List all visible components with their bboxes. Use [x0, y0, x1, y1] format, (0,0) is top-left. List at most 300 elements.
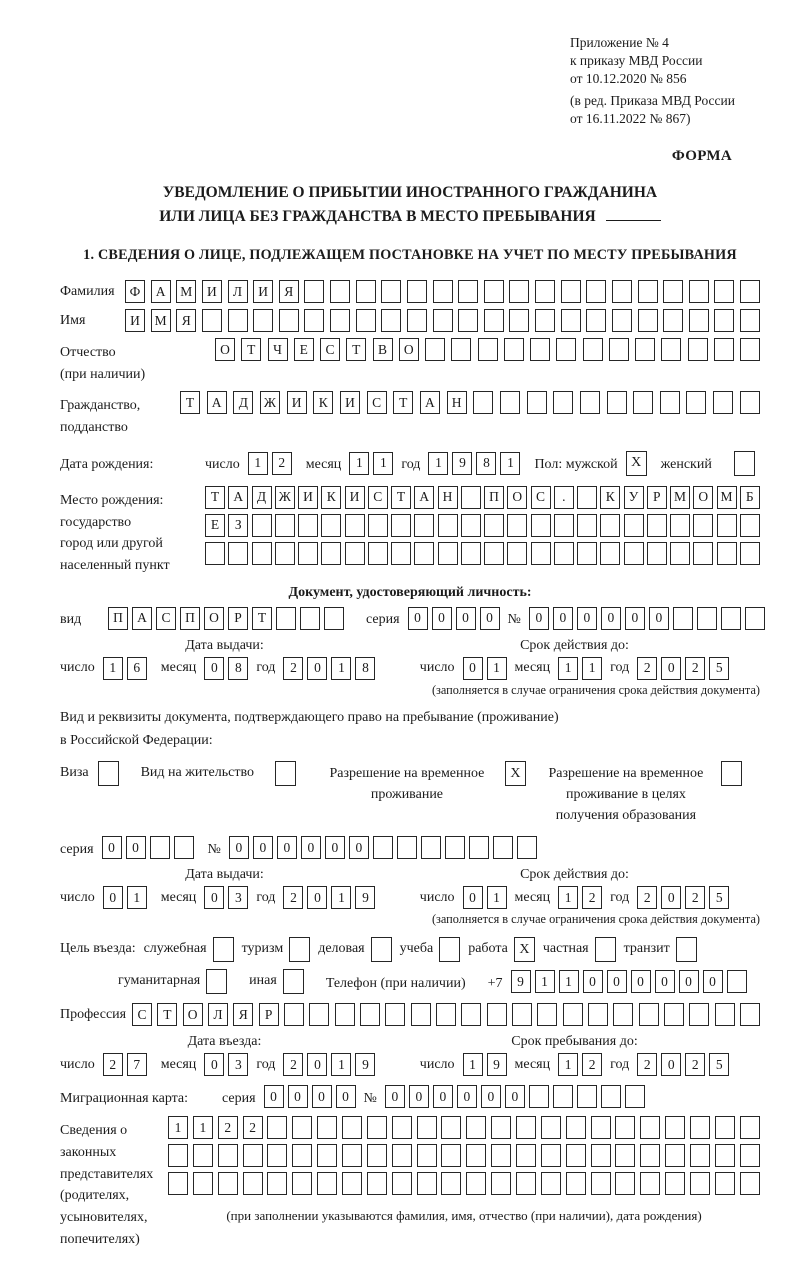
- char-cell[interactable]: 0: [577, 607, 597, 630]
- char-cell[interactable]: 0: [102, 836, 122, 859]
- char-cell[interactable]: 0: [529, 607, 549, 630]
- char-cell[interactable]: [441, 1144, 461, 1167]
- char-cell[interactable]: [690, 1172, 710, 1195]
- char-cell[interactable]: [693, 542, 713, 565]
- char-cell[interactable]: 0: [385, 1085, 405, 1108]
- char-cell[interactable]: Ф: [125, 280, 145, 303]
- char-cell[interactable]: 0: [325, 836, 345, 859]
- char-cell[interactable]: [517, 836, 537, 859]
- char-cell[interactable]: [425, 338, 445, 361]
- char-cell[interactable]: 0: [679, 970, 699, 993]
- char-cell[interactable]: 3: [228, 1053, 248, 1076]
- char-cell[interactable]: [563, 1003, 583, 1026]
- char-cell[interactable]: Ж: [275, 486, 295, 509]
- char-cell[interactable]: А: [228, 486, 248, 509]
- char-cell[interactable]: 0: [204, 657, 224, 680]
- char-cell[interactable]: [321, 514, 341, 537]
- char-cell[interactable]: Л: [208, 1003, 228, 1026]
- char-cell[interactable]: Ж: [260, 391, 280, 414]
- char-cell[interactable]: [438, 542, 458, 565]
- char-cell[interactable]: 0: [631, 970, 651, 993]
- checkbox-business[interactable]: [213, 937, 234, 962]
- char-cell[interactable]: 2: [637, 1053, 657, 1076]
- char-cell[interactable]: [451, 338, 471, 361]
- char-cell[interactable]: [640, 1116, 660, 1139]
- char-cell[interactable]: 1: [558, 886, 578, 909]
- char-cell[interactable]: 0: [625, 607, 645, 630]
- char-cell[interactable]: Т: [391, 486, 411, 509]
- char-cell[interactable]: Д: [252, 486, 272, 509]
- char-cell[interactable]: [484, 514, 504, 537]
- char-cell[interactable]: [304, 309, 324, 332]
- char-cell[interactable]: М: [151, 309, 171, 332]
- char-cell[interactable]: [433, 309, 453, 332]
- char-cell[interactable]: [466, 1144, 486, 1167]
- char-cell[interactable]: Ч: [268, 338, 288, 361]
- char-cell[interactable]: Е: [294, 338, 314, 361]
- char-cell[interactable]: [391, 542, 411, 565]
- char-cell[interactable]: [663, 280, 683, 303]
- char-cell[interactable]: 0: [253, 836, 273, 859]
- char-cell[interactable]: [276, 607, 296, 630]
- char-cell[interactable]: [745, 607, 765, 630]
- char-cell[interactable]: [715, 1116, 735, 1139]
- char-cell[interactable]: [715, 1144, 735, 1167]
- char-cell[interactable]: [591, 1172, 611, 1195]
- char-cell[interactable]: 0: [204, 886, 224, 909]
- char-cell[interactable]: [309, 1003, 329, 1026]
- char-cell[interactable]: 1: [349, 452, 369, 475]
- checkbox-private[interactable]: [595, 937, 616, 962]
- char-cell[interactable]: [717, 542, 737, 565]
- char-cell[interactable]: 2: [582, 886, 602, 909]
- char-cell[interactable]: 1: [559, 970, 579, 993]
- char-cell[interactable]: [461, 514, 481, 537]
- char-cell[interactable]: [345, 514, 365, 537]
- char-cell[interactable]: 2: [272, 452, 292, 475]
- char-cell[interactable]: [150, 836, 170, 859]
- char-cell[interactable]: 0: [505, 1085, 525, 1108]
- char-cell[interactable]: [253, 309, 273, 332]
- checkbox-commercial[interactable]: [371, 937, 392, 962]
- char-cell[interactable]: [205, 542, 225, 565]
- char-cell[interactable]: [689, 280, 709, 303]
- char-cell[interactable]: Е: [205, 514, 225, 537]
- char-cell[interactable]: 2: [685, 1053, 705, 1076]
- char-cell[interactable]: [609, 338, 629, 361]
- char-cell[interactable]: 0: [307, 1053, 327, 1076]
- char-cell[interactable]: [689, 309, 709, 332]
- char-cell[interactable]: [478, 338, 498, 361]
- char-cell[interactable]: [638, 280, 658, 303]
- char-cell[interactable]: [421, 836, 441, 859]
- char-cell[interactable]: [168, 1144, 188, 1167]
- char-cell[interactable]: [535, 280, 555, 303]
- char-cell[interactable]: О: [183, 1003, 203, 1026]
- char-cell[interactable]: А: [151, 280, 171, 303]
- char-cell[interactable]: 2: [637, 886, 657, 909]
- char-cell[interactable]: [491, 1116, 511, 1139]
- char-cell[interactable]: [342, 1116, 362, 1139]
- char-cell[interactable]: [417, 1116, 437, 1139]
- char-cell[interactable]: [193, 1172, 213, 1195]
- char-cell[interactable]: [689, 1003, 709, 1026]
- char-cell[interactable]: [252, 514, 272, 537]
- char-cell[interactable]: П: [484, 486, 504, 509]
- char-cell[interactable]: А: [420, 391, 440, 414]
- char-cell[interactable]: [670, 514, 690, 537]
- char-cell[interactable]: [690, 1144, 710, 1167]
- char-cell[interactable]: 0: [703, 970, 723, 993]
- char-cell[interactable]: [466, 1172, 486, 1195]
- char-cell[interactable]: [740, 1144, 760, 1167]
- checkbox-male[interactable]: X: [626, 451, 647, 476]
- char-cell[interactable]: [317, 1144, 337, 1167]
- char-cell[interactable]: [228, 542, 248, 565]
- char-cell[interactable]: [397, 836, 417, 859]
- char-cell[interactable]: [304, 280, 324, 303]
- char-cell[interactable]: [740, 391, 760, 414]
- char-cell[interactable]: [553, 1085, 573, 1108]
- char-cell[interactable]: Я: [176, 309, 196, 332]
- char-cell[interactable]: [635, 338, 655, 361]
- char-cell[interactable]: [275, 514, 295, 537]
- char-cell[interactable]: [267, 1172, 287, 1195]
- char-cell[interactable]: 1: [373, 452, 393, 475]
- char-cell[interactable]: К: [321, 486, 341, 509]
- char-cell[interactable]: 2: [685, 886, 705, 909]
- char-cell[interactable]: [168, 1172, 188, 1195]
- char-cell[interactable]: [561, 280, 581, 303]
- char-cell[interactable]: [438, 514, 458, 537]
- char-cell[interactable]: [527, 391, 547, 414]
- char-cell[interactable]: [640, 1144, 660, 1167]
- char-cell[interactable]: [360, 1003, 380, 1026]
- char-cell[interactable]: [174, 836, 194, 859]
- char-cell[interactable]: 0: [433, 1085, 453, 1108]
- char-cell[interactable]: [445, 836, 465, 859]
- char-cell[interactable]: [580, 391, 600, 414]
- char-cell[interactable]: И: [125, 309, 145, 332]
- char-cell[interactable]: [367, 1172, 387, 1195]
- char-cell[interactable]: [717, 514, 737, 537]
- char-cell[interactable]: [727, 970, 747, 993]
- char-cell[interactable]: [591, 1144, 611, 1167]
- char-cell[interactable]: [414, 542, 434, 565]
- char-cell[interactable]: [688, 338, 708, 361]
- char-cell[interactable]: [335, 1003, 355, 1026]
- char-cell[interactable]: [356, 309, 376, 332]
- char-cell[interactable]: [461, 486, 481, 509]
- char-cell[interactable]: [228, 309, 248, 332]
- char-cell[interactable]: [714, 309, 734, 332]
- char-cell[interactable]: [714, 338, 734, 361]
- char-cell[interactable]: [407, 309, 427, 332]
- char-cell[interactable]: [368, 514, 388, 537]
- char-cell[interactable]: [292, 1172, 312, 1195]
- checkbox-humanitarian[interactable]: [206, 969, 227, 994]
- char-cell[interactable]: [491, 1172, 511, 1195]
- char-cell[interactable]: М: [670, 486, 690, 509]
- char-cell[interactable]: Р: [259, 1003, 279, 1026]
- char-cell[interactable]: [267, 1144, 287, 1167]
- char-cell[interactable]: 9: [487, 1053, 507, 1076]
- char-cell[interactable]: [577, 486, 597, 509]
- char-cell[interactable]: [381, 309, 401, 332]
- char-cell[interactable]: [665, 1144, 685, 1167]
- char-cell[interactable]: 0: [480, 607, 500, 630]
- char-cell[interactable]: [639, 1003, 659, 1026]
- checkbox-other[interactable]: [283, 969, 304, 994]
- char-cell[interactable]: Т: [241, 338, 261, 361]
- char-cell[interactable]: [740, 309, 760, 332]
- char-cell[interactable]: Р: [647, 486, 667, 509]
- char-cell[interactable]: [330, 309, 350, 332]
- char-cell[interactable]: [664, 1003, 684, 1026]
- char-cell[interactable]: 0: [457, 1085, 477, 1108]
- char-cell[interactable]: [484, 542, 504, 565]
- char-cell[interactable]: 1: [582, 657, 602, 680]
- char-cell[interactable]: [624, 514, 644, 537]
- char-cell[interactable]: [740, 338, 760, 361]
- char-cell[interactable]: 1: [193, 1116, 213, 1139]
- char-cell[interactable]: Т: [205, 486, 225, 509]
- char-cell[interactable]: 2: [283, 886, 303, 909]
- char-cell[interactable]: [715, 1003, 735, 1026]
- checkbox-temp-residence-education[interactable]: [721, 761, 742, 786]
- char-cell[interactable]: [531, 514, 551, 537]
- char-cell[interactable]: Н: [438, 486, 458, 509]
- char-cell[interactable]: [640, 1172, 660, 1195]
- char-cell[interactable]: [381, 280, 401, 303]
- char-cell[interactable]: 2: [283, 657, 303, 680]
- char-cell[interactable]: [586, 280, 606, 303]
- char-cell[interactable]: [469, 836, 489, 859]
- char-cell[interactable]: 0: [349, 836, 369, 859]
- char-cell[interactable]: [392, 1116, 412, 1139]
- char-cell[interactable]: [615, 1144, 635, 1167]
- char-cell[interactable]: [458, 280, 478, 303]
- char-cell[interactable]: [554, 542, 574, 565]
- char-cell[interactable]: 0: [432, 607, 452, 630]
- char-cell[interactable]: [625, 1085, 645, 1108]
- char-cell[interactable]: [600, 542, 620, 565]
- char-cell[interactable]: 0: [126, 836, 146, 859]
- char-cell[interactable]: 1: [127, 886, 147, 909]
- char-cell[interactable]: 8: [355, 657, 375, 680]
- char-cell[interactable]: О: [507, 486, 527, 509]
- char-cell[interactable]: 1: [463, 1053, 483, 1076]
- char-cell[interactable]: [663, 309, 683, 332]
- char-cell[interactable]: [252, 542, 272, 565]
- char-cell[interactable]: [624, 542, 644, 565]
- char-cell[interactable]: [193, 1144, 213, 1167]
- char-cell[interactable]: С: [531, 486, 551, 509]
- char-cell[interactable]: [484, 280, 504, 303]
- char-cell[interactable]: [516, 1116, 536, 1139]
- char-cell[interactable]: [367, 1144, 387, 1167]
- char-cell[interactable]: И: [202, 280, 222, 303]
- char-cell[interactable]: [541, 1172, 561, 1195]
- char-cell[interactable]: [740, 1172, 760, 1195]
- char-cell[interactable]: [504, 338, 524, 361]
- char-cell[interactable]: 0: [336, 1085, 356, 1108]
- char-cell[interactable]: [292, 1144, 312, 1167]
- char-cell[interactable]: 1: [500, 452, 520, 475]
- char-cell[interactable]: [615, 1172, 635, 1195]
- char-cell[interactable]: 1: [331, 886, 351, 909]
- char-cell[interactable]: У: [624, 486, 644, 509]
- char-cell[interactable]: [613, 1003, 633, 1026]
- char-cell[interactable]: 1: [428, 452, 448, 475]
- char-cell[interactable]: 8: [228, 657, 248, 680]
- char-cell[interactable]: 0: [661, 1053, 681, 1076]
- char-cell[interactable]: 0: [408, 607, 428, 630]
- char-cell[interactable]: 0: [456, 607, 476, 630]
- char-cell[interactable]: [673, 607, 693, 630]
- char-cell[interactable]: [516, 1144, 536, 1167]
- char-cell[interactable]: [487, 1003, 507, 1026]
- char-cell[interactable]: К: [600, 486, 620, 509]
- checkbox-tourism[interactable]: [289, 937, 310, 962]
- char-cell[interactable]: 0: [312, 1085, 332, 1108]
- char-cell[interactable]: Я: [233, 1003, 253, 1026]
- char-cell[interactable]: 0: [661, 886, 681, 909]
- char-cell[interactable]: [721, 607, 741, 630]
- char-cell[interactable]: [607, 391, 627, 414]
- checkbox-transit[interactable]: [676, 937, 697, 962]
- char-cell[interactable]: [670, 542, 690, 565]
- char-cell[interactable]: [509, 280, 529, 303]
- char-cell[interactable]: И: [298, 486, 318, 509]
- char-cell[interactable]: [740, 1116, 760, 1139]
- char-cell[interactable]: 0: [307, 657, 327, 680]
- char-cell[interactable]: [554, 514, 574, 537]
- char-cell[interactable]: [577, 542, 597, 565]
- checkbox-female[interactable]: [734, 451, 755, 476]
- char-cell[interactable]: С: [132, 1003, 152, 1026]
- checkbox-visa[interactable]: [98, 761, 119, 786]
- char-cell[interactable]: 2: [582, 1053, 602, 1076]
- char-cell[interactable]: М: [176, 280, 196, 303]
- char-cell[interactable]: П: [180, 607, 200, 630]
- char-cell[interactable]: О: [215, 338, 235, 361]
- char-cell[interactable]: 8: [476, 452, 496, 475]
- char-cell[interactable]: [740, 1003, 760, 1026]
- char-cell[interactable]: 0: [649, 607, 669, 630]
- char-cell[interactable]: [541, 1116, 561, 1139]
- char-cell[interactable]: [491, 1144, 511, 1167]
- char-cell[interactable]: [300, 607, 320, 630]
- char-cell[interactable]: [740, 280, 760, 303]
- char-cell[interactable]: 7: [127, 1053, 147, 1076]
- char-cell[interactable]: [407, 280, 427, 303]
- char-cell[interactable]: Б: [740, 486, 760, 509]
- char-cell[interactable]: 1: [487, 657, 507, 680]
- char-cell[interactable]: [275, 542, 295, 565]
- char-cell[interactable]: 1: [331, 1053, 351, 1076]
- char-cell[interactable]: [493, 836, 513, 859]
- char-cell[interactable]: Т: [252, 607, 272, 630]
- char-cell[interactable]: [317, 1172, 337, 1195]
- char-cell[interactable]: 1: [248, 452, 268, 475]
- char-cell[interactable]: [686, 391, 706, 414]
- char-cell[interactable]: [243, 1144, 263, 1167]
- char-cell[interactable]: [586, 309, 606, 332]
- char-cell[interactable]: [317, 1116, 337, 1139]
- char-cell[interactable]: 2: [103, 1053, 123, 1076]
- char-cell[interactable]: И: [340, 391, 360, 414]
- char-cell[interactable]: [535, 309, 555, 332]
- char-cell[interactable]: [665, 1172, 685, 1195]
- char-cell[interactable]: [660, 391, 680, 414]
- char-cell[interactable]: Т: [393, 391, 413, 414]
- char-cell[interactable]: А: [132, 607, 152, 630]
- char-cell[interactable]: 0: [264, 1085, 284, 1108]
- char-cell[interactable]: 3: [228, 886, 248, 909]
- char-cell[interactable]: [693, 514, 713, 537]
- char-cell[interactable]: 0: [301, 836, 321, 859]
- char-cell[interactable]: [414, 514, 434, 537]
- char-cell[interactable]: [541, 1144, 561, 1167]
- char-cell[interactable]: [461, 1003, 481, 1026]
- char-cell[interactable]: [740, 542, 760, 565]
- checkbox-study[interactable]: [439, 937, 460, 962]
- char-cell[interactable]: [324, 607, 344, 630]
- char-cell[interactable]: С: [320, 338, 340, 361]
- char-cell[interactable]: [298, 514, 318, 537]
- char-cell[interactable]: [368, 542, 388, 565]
- char-cell[interactable]: Т: [157, 1003, 177, 1026]
- char-cell[interactable]: [583, 338, 603, 361]
- char-cell[interactable]: [512, 1003, 532, 1026]
- char-cell[interactable]: [392, 1172, 412, 1195]
- char-cell[interactable]: [342, 1172, 362, 1195]
- char-cell[interactable]: [647, 542, 667, 565]
- char-cell[interactable]: [330, 280, 350, 303]
- char-cell[interactable]: [690, 1116, 710, 1139]
- char-cell[interactable]: 5: [709, 1053, 729, 1076]
- char-cell[interactable]: Р: [228, 607, 248, 630]
- char-cell[interactable]: М: [717, 486, 737, 509]
- char-cell[interactable]: [601, 1085, 621, 1108]
- char-cell[interactable]: 9: [355, 886, 375, 909]
- char-cell[interactable]: 5: [709, 886, 729, 909]
- char-cell[interactable]: Д: [233, 391, 253, 414]
- char-cell[interactable]: З: [228, 514, 248, 537]
- char-cell[interactable]: [385, 1003, 405, 1026]
- char-cell[interactable]: [531, 542, 551, 565]
- char-cell[interactable]: [665, 1116, 685, 1139]
- char-cell[interactable]: [588, 1003, 608, 1026]
- char-cell[interactable]: Я: [279, 280, 299, 303]
- char-cell[interactable]: Н: [447, 391, 467, 414]
- char-cell[interactable]: 2: [637, 657, 657, 680]
- char-cell[interactable]: 0: [655, 970, 675, 993]
- char-cell[interactable]: [556, 338, 576, 361]
- char-cell[interactable]: 9: [452, 452, 472, 475]
- char-cell[interactable]: 0: [204, 1053, 224, 1076]
- char-cell[interactable]: 0: [583, 970, 603, 993]
- char-cell[interactable]: 0: [277, 836, 297, 859]
- char-cell[interactable]: 0: [553, 607, 573, 630]
- char-cell[interactable]: [267, 1116, 287, 1139]
- char-cell[interactable]: [509, 309, 529, 332]
- char-cell[interactable]: [591, 1116, 611, 1139]
- char-cell[interactable]: [392, 1144, 412, 1167]
- checkbox-residence-permit[interactable]: [275, 761, 296, 786]
- char-cell[interactable]: [530, 338, 550, 361]
